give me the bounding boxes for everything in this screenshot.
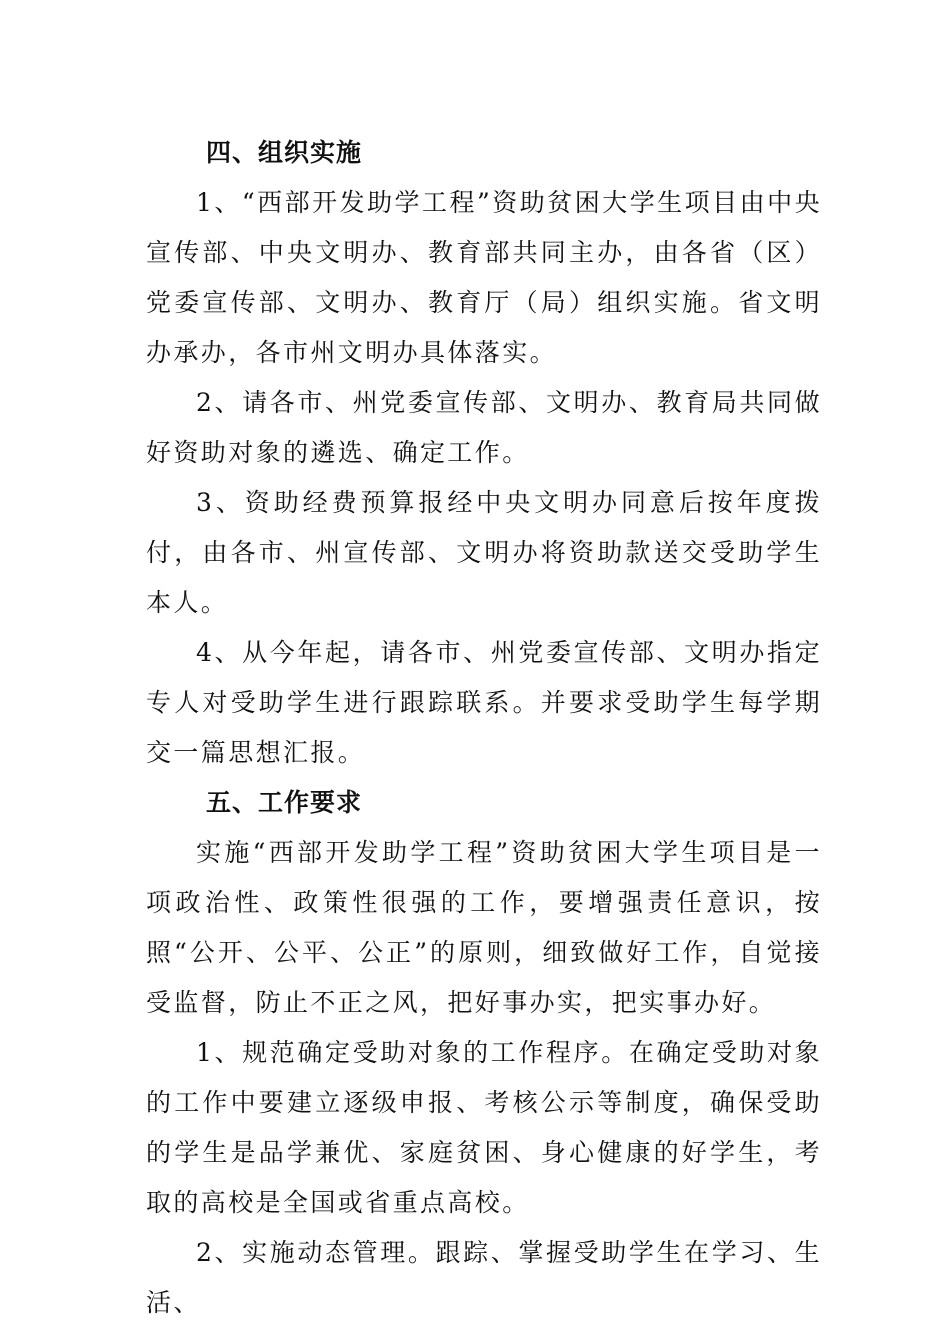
- paragraph-org-1: 1、“西部开发助学工程”资助贫困大学生项目由中央宣传部、中央文明办、教育部共同主办，由各省（区）党委宣传部、文明办、教育厅（局）组织实施。省文明办承办，各市州文明办具体落实。: [146, 188, 822, 367]
- paragraph-org-3: 3、资助经费预算报经中央文明办同意后按年度拨付，由各市、州宣传部、文明办将资助款送交受助学生本人。: [146, 488, 822, 617]
- paragraph-req-2: 2、实施动态管理。跟踪、掌握受助学生在学习、生活、: [146, 1238, 822, 1317]
- section-heading-organization: 四、组织实施: [206, 138, 363, 167]
- section-heading-requirements: 五、工作要求: [206, 788, 363, 817]
- paragraph-req-intro: 实施“西部开发助学工程”资助贫困大学生项目是一项政治性、政策性很强的工作，要增强责任意识，按照“公开、公平、公正”的原则，细致做好工作，自觉接受监督，防止不正之风，把好事办实，把实事办好。: [146, 838, 822, 1017]
- document-body: [146, 128, 822, 1328]
- paragraph-org-4: 4、从今年起，请各市、州党委宣传部、文明办指定专人对受助学生进行跟踪联系。并要求受助学生每学期交一篇思想汇报。: [146, 638, 822, 767]
- paragraph-org-2: 2、请各市、州党委宣传部、文明办、教育局共同做好资助对象的遴选、确定工作。: [146, 388, 822, 467]
- paragraph-req-1: 1、规范确定受助对象的工作程序。在确定受助对象的工作中要建立逐级申报、考核公示等制度，确保受助的学生是品学兼优、家庭贫困、身心健康的好学生，考取的高校是全国或省重点高校。: [146, 1038, 822, 1217]
